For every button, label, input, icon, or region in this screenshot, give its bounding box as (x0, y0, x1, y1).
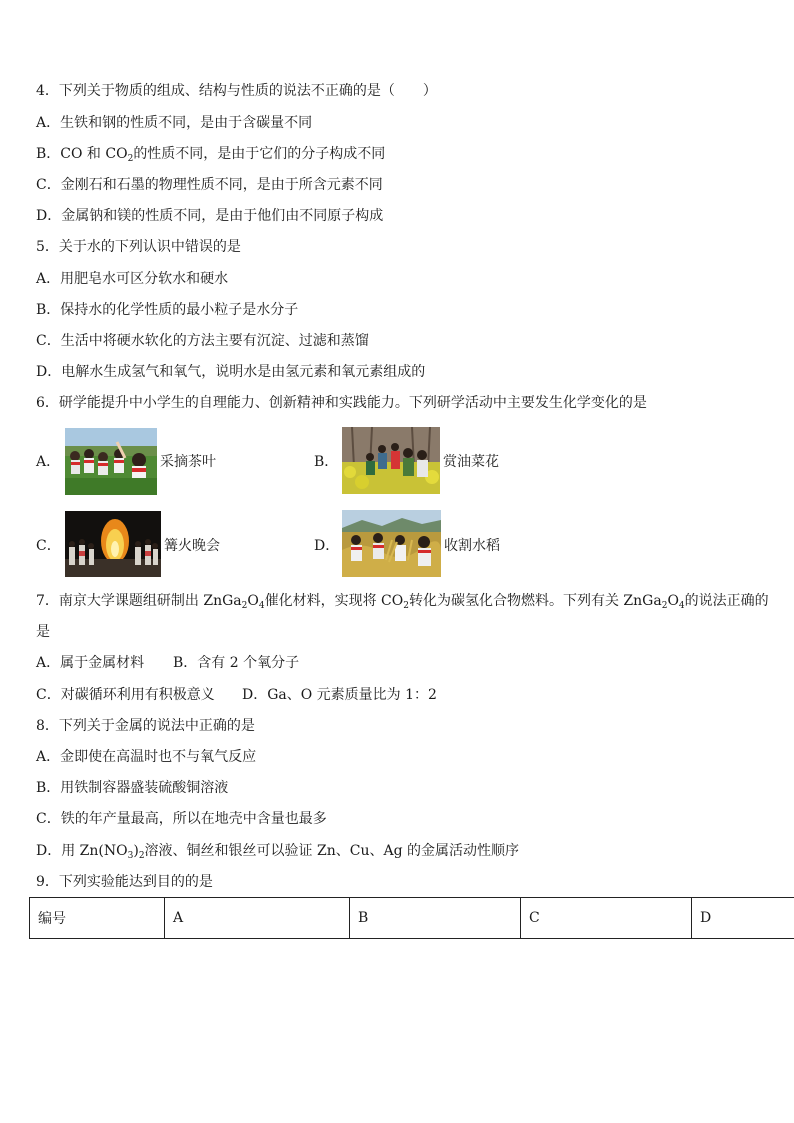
q7-stem: 7．南京大学课题组研制出 $ZnGa_2O_4$催化材料，实现将 $CO_2$转化为碳氢化合物燃料。下列有关 $ZnGa_2O_4$的说法正确的 (36, 593, 769, 611)
q7-option-b: B．含有 2 个氧分子 (173, 655, 300, 671)
q5-option-b: B．保持水的化学性质的最小粒子是水分子 (36, 302, 299, 318)
q8-option-c: C．铁的年产量最高，所以在地壳中含量也最多 (36, 811, 327, 827)
q6-option-d-caption: 收割水稻 (444, 538, 500, 554)
q5-option-c: C．生活中将硬水软化的方法主要有沉淀、过滤和蒸馏 (36, 333, 369, 349)
q6-option-c-photo (65, 511, 161, 577)
table-header-cell: B (350, 898, 521, 939)
q8-option-b: B．用铁制容器盛装硫酸铜溶液 (36, 780, 229, 796)
q6-option-d-letter: D． (314, 538, 340, 554)
q6-option-a-letter: A． (36, 454, 61, 470)
q6-stem: 6．研学能提升中小学生的自理能力、创新精神和实践能力。下列研学活动中主要发生化学变化的是 (36, 395, 647, 411)
q4-stem: 4．下列关于物质的组成、结构与性质的说法不正确的是（ ） (36, 83, 437, 99)
table-header-cell: 编号 (30, 898, 165, 939)
q7-option-c: C．对碳循环利用有积极意义 (36, 687, 215, 703)
table-header-cell: A (165, 898, 350, 939)
q6-option-a-caption: 采摘茶叶 (160, 454, 216, 470)
q5-stem: 5．关于水的下列认识中错误的是 (36, 239, 241, 255)
q9-table (29, 897, 794, 939)
q8-stem: 8．下列关于金属的说法中正确的是 (36, 718, 255, 734)
q4-option-c: C．金刚石和石墨的物理性质不同，是由于所含元素不同 (36, 177, 383, 193)
q6-option-b-caption: 赏油菜花 (443, 454, 499, 470)
q4-option-a: A．生铁和钢的性质不同，是由于含碳量不同 (36, 115, 313, 131)
q9-stem: 9．下列实验能达到目的的是 (36, 874, 213, 890)
table-header-cell: D (692, 898, 794, 939)
q8-option-a: A．金即使在高温时也不与氧气反应 (36, 749, 257, 765)
table-header-cell: C (521, 898, 692, 939)
q7-option-a: A．属于金属材料 (36, 655, 145, 671)
q6-option-b-letter: B． (314, 454, 339, 470)
q5-option-a: A．用肥皂水可区分软水和硬水 (36, 271, 229, 287)
q6-option-c-letter: C． (36, 538, 61, 554)
q7-stem-continued: 是 (36, 624, 50, 640)
q6-option-d-photo (342, 510, 441, 577)
q8-option-d: D．用 $Zn(NO_3)_2$溶液、铜丝和银丝可以验证 Zn、Cu、Ag 的金属活动性顺序 (36, 843, 519, 861)
q6-option-a-photo (65, 428, 157, 495)
q6-option-b-photo (342, 427, 440, 494)
q7-option-d: D．Ga、O 元素质量比为 1：2 (242, 687, 437, 703)
table-row (30, 898, 794, 939)
q5-option-d: D．电解水生成氢气和氧气，说明水是由氢元素和氧元素组成的 (36, 364, 426, 380)
q4-option-d: D．金属钠和镁的性质不同，是由于他们由不同原子构成 (36, 208, 384, 224)
q4-option-b: B．CO 和 $CO_2$的性质不同，是由于它们的分子构成不同 (36, 146, 386, 164)
q6-option-c-caption: 篝火晚会 (164, 538, 220, 554)
